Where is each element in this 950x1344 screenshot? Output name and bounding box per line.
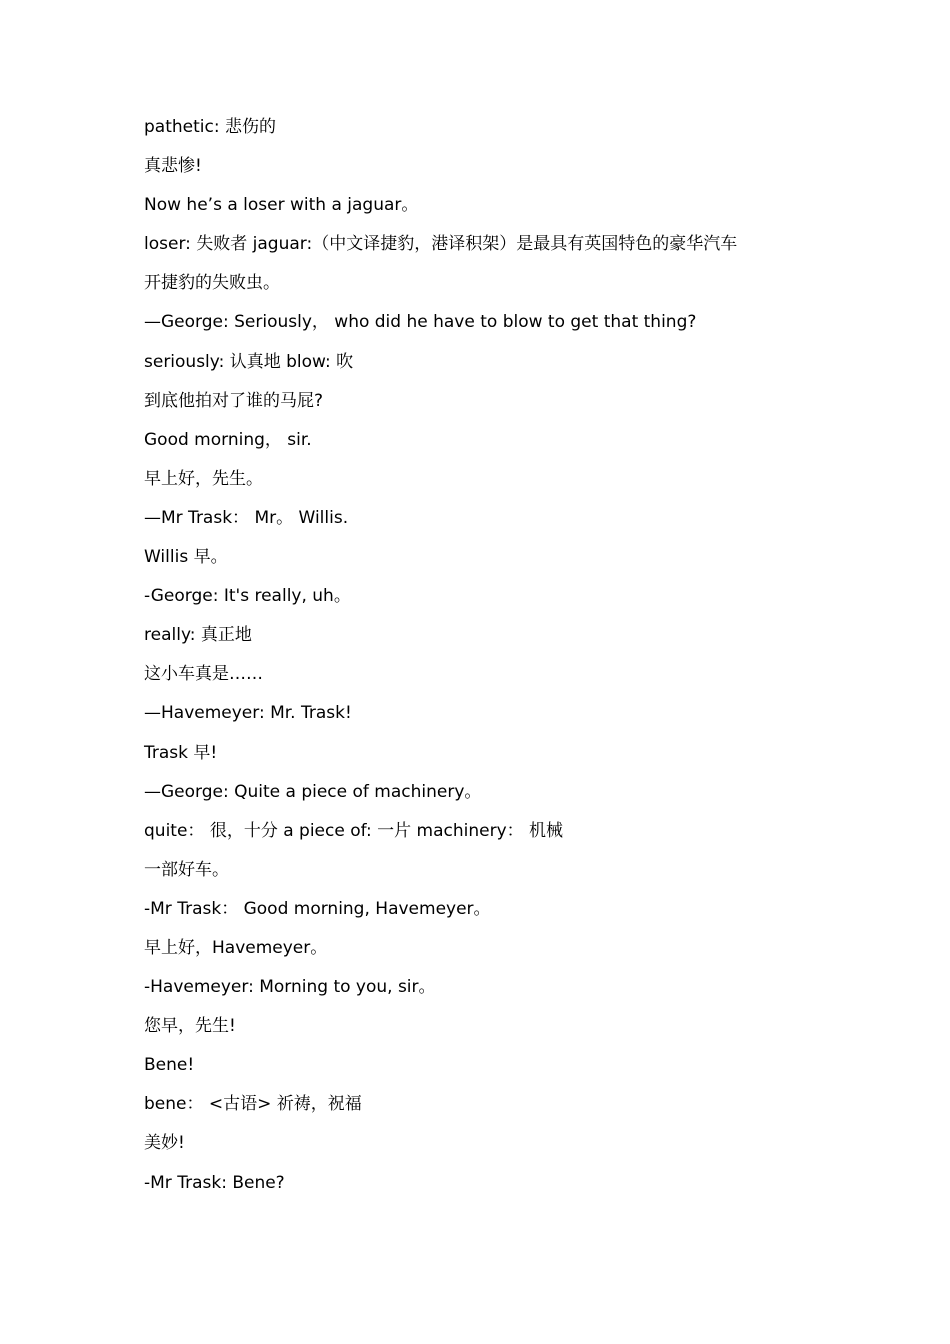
text-line: —Havemeyer: Mr. Trask!: [144, 703, 352, 724]
text-line: —George: Quite a piece of machinery。: [144, 781, 482, 802]
text-line: -George: It's really, uh。: [144, 586, 351, 607]
text-line: quite： 很，十分 a piece of: 一片 machinery： 机械: [144, 820, 564, 841]
text-line: Willis 早。: [144, 547, 228, 568]
text-line: Good morning， sir.: [144, 429, 312, 450]
text-line: really: 真正地: [144, 625, 252, 646]
text-line: —George: Seriously， who did he have to blow to get that thing?: [144, 312, 697, 333]
text-line: -Mr Trask： Good morning, Havemeyer。: [144, 898, 491, 919]
text-line: bene： <古语> 祈祷，祝福: [144, 1094, 362, 1115]
text-line: 早上好，Havemeyer。: [144, 937, 328, 958]
text-line: -Mr Trask: Bene?: [144, 1172, 285, 1193]
text-line: 早上好，先生。: [144, 468, 263, 489]
text-line: Trask 早!: [144, 742, 218, 763]
text-line: 一部好车。: [144, 859, 229, 880]
document-body: [144, 114, 844, 1209]
text-line: Bene!: [144, 1055, 195, 1076]
text-line: —Mr Trask： Mr。 Willis.: [144, 507, 349, 528]
text-line: Now he’s a loser with a jaguar。: [144, 195, 419, 216]
text-line: -Havemeyer: Morning to you, sir。: [144, 977, 436, 998]
text-line: 这小车真是……: [144, 664, 263, 685]
text-line: 开捷豹的失败虫。: [144, 273, 280, 294]
text-line: 您早，先生!: [144, 1016, 236, 1037]
text-line: loser: 失败者 jaguar:（中文译捷豹，港译积架）是最具有英国特色的豪华汽车: [144, 234, 738, 255]
text-line: 美妙!: [144, 1133, 185, 1154]
text-line: seriously: 认真地 blow: 吹: [144, 351, 354, 372]
text-line: 真悲惨!: [144, 156, 202, 177]
text-line: pathetic: 悲伤的: [144, 117, 276, 137]
text-line: 到底他拍对了谁的马屁?: [144, 390, 324, 411]
